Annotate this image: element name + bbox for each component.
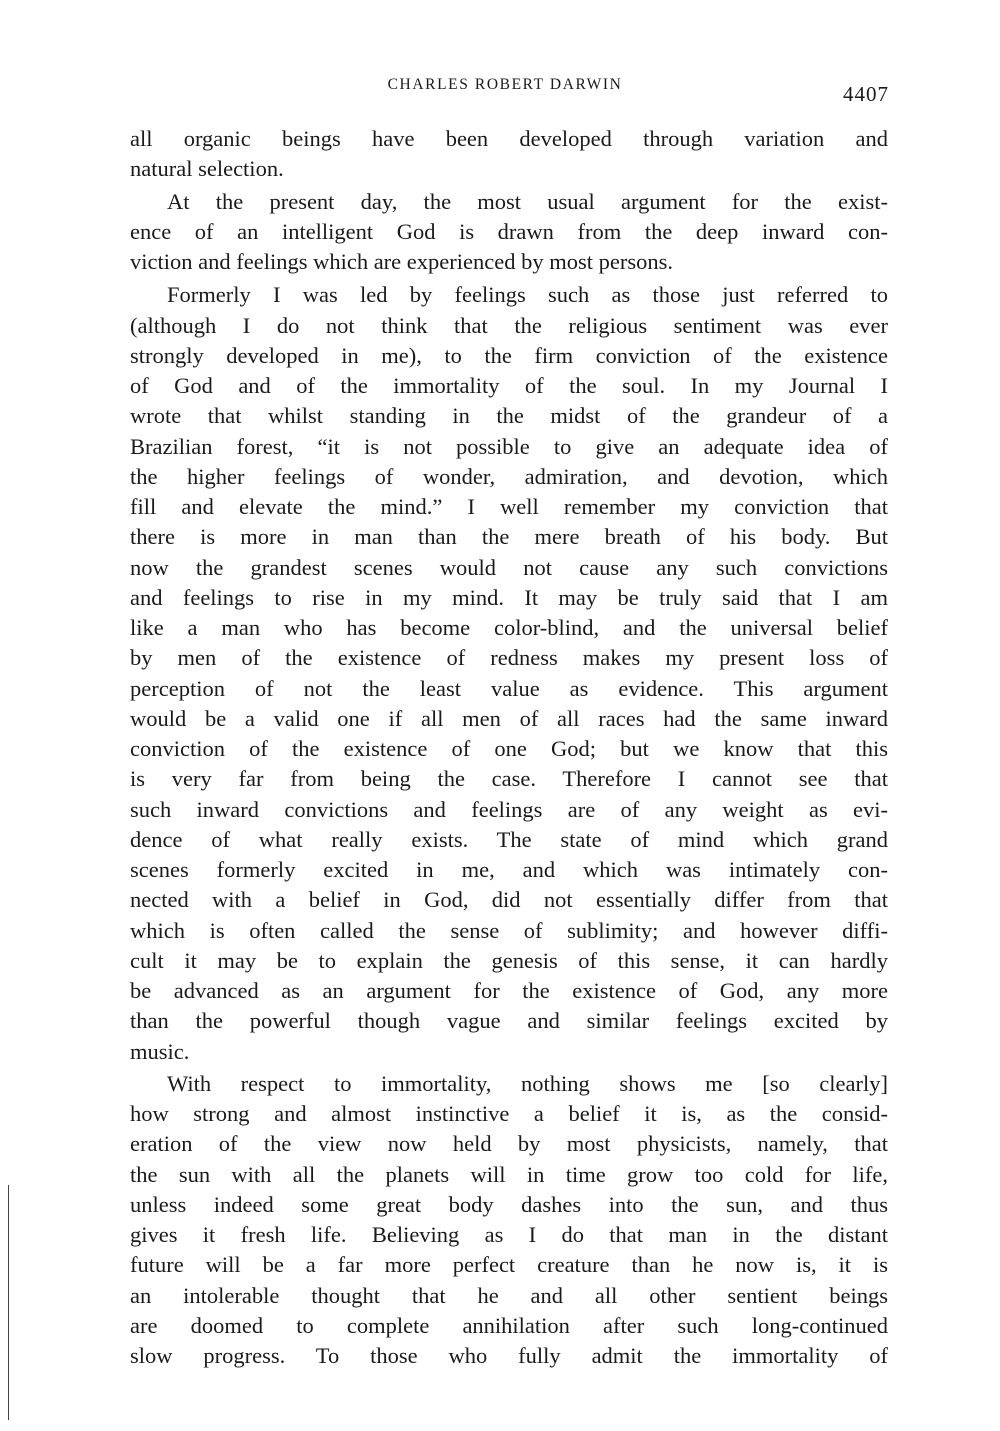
text-line: are doomed to complete annihilation after such long-continued: [130, 1312, 888, 1338]
text-line: At the present day, the most usual argument for the exist-: [167, 188, 888, 214]
text-line: dence of what really exists. The state of mind which grand: [130, 826, 888, 852]
text-line: (although I do not think that the religious sentiment was ever: [130, 312, 888, 338]
text-line: would be a valid one if all men of all races had the same inward: [130, 705, 888, 731]
text-line: gives it fresh life. Believing as I do that man in the distant: [130, 1222, 888, 1247]
text-line: now the grandest scenes would not cause any such convictions: [130, 554, 888, 580]
text-line: the higher feelings of wonder, admiration, and devotion, which: [130, 463, 888, 489]
text-line: natural selection.: [130, 156, 284, 182]
text-line: an intolerable thought that he and all other sentient beings: [130, 1282, 888, 1308]
text-line: than the powerful though vague and similar feelings excited by: [130, 1008, 888, 1034]
text-line: fill and elevate the mind.” I well remember my conviction that: [130, 494, 888, 519]
text-line: nected with a belief in God, did not essentially differ from that: [130, 887, 888, 913]
text-line: cult it may be to explain the genesis of this sense, it can hardly: [130, 947, 888, 973]
text-line: music.: [130, 1038, 190, 1064]
text-line: eration of the view now held by most physicists, namely, that: [130, 1131, 888, 1157]
text-line: by men of the existence of redness makes my present loss of: [130, 645, 888, 671]
text-line: conviction of the existence of one God; but we know that this: [130, 736, 888, 761]
text-line: such inward convictions and feelings are of any weight as evi-: [130, 796, 888, 822]
text-line: there is more in man than the mere breath of his body. But: [130, 524, 888, 550]
text-line: scenes formerly excited in me, and which was intimately con-: [130, 857, 888, 882]
text-line: perception of not the least value as evidence. This argument: [130, 675, 888, 701]
text-line: slow progress. To those who fully admit the immortality of: [130, 1343, 888, 1368]
text-line: how strong and almost instinctive a belief it is, as the consid-: [130, 1101, 888, 1126]
text-line: be advanced as an argument for the existence of God, any more: [130, 978, 888, 1003]
text-line: like a man who has become color-blind, and the universal belief: [130, 615, 888, 640]
text-line: and feelings to rise in my mind. It may be truly said that I am: [130, 584, 888, 610]
margin-scan-line: [8, 1185, 9, 1420]
text-line: of God and of the immortality of the soul. In my Journal I: [130, 373, 888, 398]
text-line: all organic beings have been developed through variation and: [130, 126, 888, 151]
text-line: is very far from being the case. Therefore I cannot see that: [130, 766, 888, 792]
text-line: strongly developed in me), to the firm conviction of the existence: [130, 342, 888, 368]
text-line: the sun with all the planets will in time grow too cold for life,: [130, 1161, 888, 1187]
text-line: viction and feelings which are experienced by most persons.: [130, 249, 673, 274]
text-line: Formerly I was led by feelings such as those just referred to: [167, 282, 888, 308]
text-line: future will be a far more perfect creature than he now is, it is: [130, 1252, 888, 1278]
text-line: which is often called the sense of sublimity; and however diffi-: [130, 917, 888, 943]
text-line: ence of an intelligent God is drawn from the deep inward con-: [130, 218, 888, 244]
text-line: wrote that whilst standing in the midst of the grandeur of a: [130, 403, 888, 429]
text-line: With respect to immortality, nothing shows me [so clearly]: [167, 1070, 888, 1096]
page-number: 4407: [843, 82, 889, 106]
text-line: unless indeed some great body dashes into the sun, and thus: [130, 1191, 888, 1217]
running-title: CHARLES ROBERT DARWIN: [387, 76, 623, 93]
text-line: Brazilian forest, “it is not possible to give an adequate idea of: [130, 433, 888, 459]
